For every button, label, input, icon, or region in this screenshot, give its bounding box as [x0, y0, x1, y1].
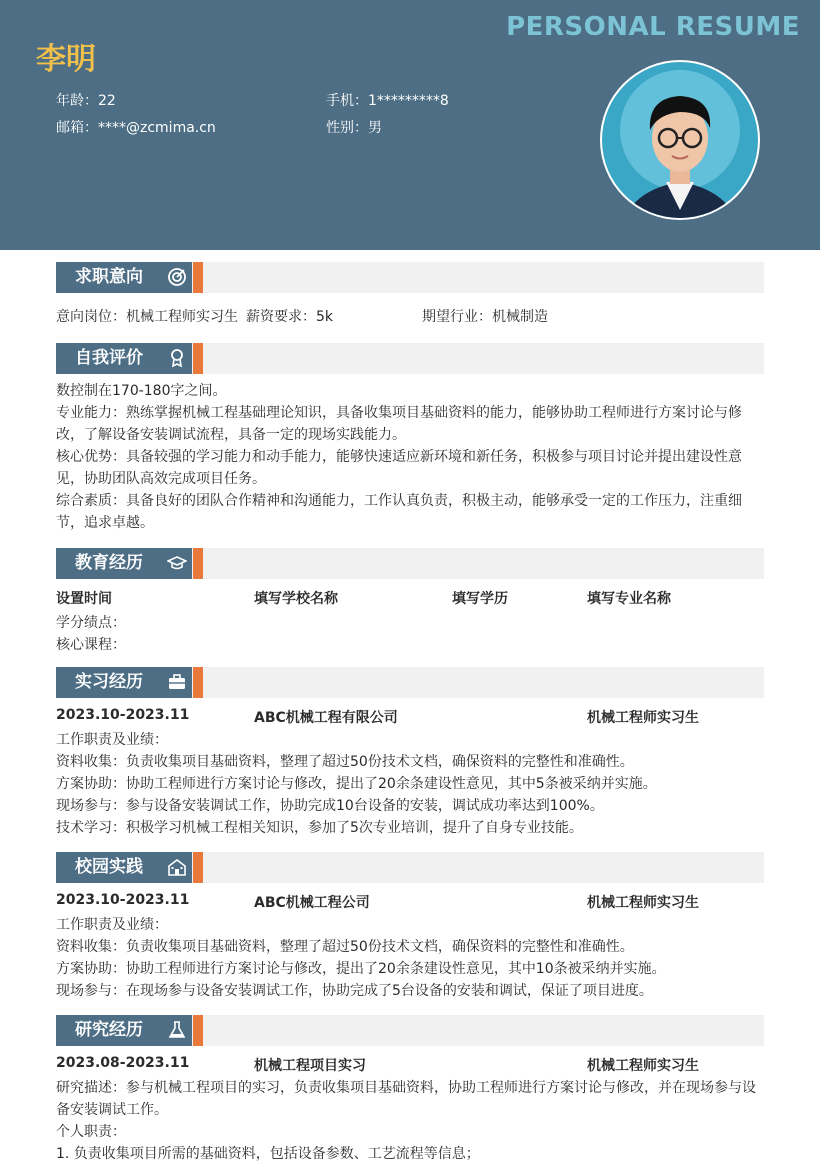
award-icon	[167, 348, 187, 368]
internship-line: 资料收集：负责收集项目基础资料，整理了超过50份技术文档，确保资料的完整性和准确性。	[56, 754, 634, 770]
research-duty-label: 个人职责：	[56, 1124, 126, 1140]
education-major: 填写专业名称	[587, 591, 671, 607]
internship-details	[56, 729, 764, 839]
resume-title: PERSONAL RESUME	[506, 12, 800, 42]
internship-line: 技术学习：积极学习机械工程相关知识，参加了5次专业培训，提升了自身专业技能。	[56, 820, 583, 836]
self-eval-line: 核心优势：具备较强的学习能力和动手能力，能够快速适应新环境和新任务，积极参与项目讨论并提出建设性意见，协助团队高效完成项目任务。	[56, 449, 742, 487]
campus-line: 资料收集：负责收集项目基础资料，整理了超过50份技术文档，确保资料的完整性和准确性。	[56, 939, 634, 955]
section-header-research	[56, 1015, 764, 1046]
section-accent	[193, 343, 203, 374]
age-field: 年龄：22	[56, 93, 116, 109]
intended-position: 意向岗位：机械工程师实习生	[56, 309, 238, 325]
self-eval-line: 专业能力：熟练掌握机械工程基础理论知识，具备收集项目基础资料的能力，能够协助工程师进行方案讨论与修改，了解设备安装调试流程，具备一定的现场实践能力。	[56, 405, 742, 443]
target-icon	[167, 267, 187, 287]
section-header-self-evaluation	[56, 343, 764, 374]
campus-line: 方案协助：协助工程师进行方案讨论与修改，提出了20余条建设性意见，其中10条被采纳并实施。	[56, 961, 666, 977]
section-title: 校园实践	[56, 852, 192, 883]
research-duty-item: 1. 负责收集项目所需的基础资料，包括设备参数、工艺流程等信息；	[56, 1146, 480, 1162]
education-gpa: 学分绩点：	[56, 615, 126, 631]
briefcase-icon	[167, 672, 187, 692]
education-courses: 核心课程：	[56, 637, 126, 653]
expected-industry: 期望行业：机械制造	[422, 309, 548, 325]
research-details	[56, 1077, 764, 1165]
section-accent	[193, 548, 203, 579]
section-header-internship	[56, 667, 764, 698]
research-description: 研究描述：参与机械工程项目的实习，负责收集项目基础资料，协助工程师进行方案讨论与修改，并在现场参与设备安装调试工作。	[56, 1080, 756, 1118]
salary-requirement: 薪资要求：5k	[246, 309, 334, 325]
section-accent	[193, 667, 203, 698]
email-field: 邮箱：****@zcmima.cn	[56, 120, 216, 136]
research-time: 2023.08-2023.11	[56, 1055, 190, 1071]
section-header-education	[56, 548, 764, 579]
education-school: 填写学校名称	[254, 591, 338, 607]
education-degree: 填写学历	[452, 591, 508, 607]
section-accent	[193, 1015, 203, 1046]
gender-field: 性别：男	[326, 120, 382, 136]
self-eval-line: 数控制在170-180字之间。	[56, 383, 227, 399]
section-header-campus	[56, 852, 764, 883]
campus-line: 现场参与：在现场参与设备安装调试工作，协助完成了5台设备的安装和调试，保证了项目进度。	[56, 983, 653, 999]
campus-details	[56, 914, 764, 1002]
education-time: 设置时间	[56, 591, 112, 607]
section-title: 教育经历	[56, 548, 192, 579]
section-title: 自我评价	[56, 343, 192, 374]
internship-time: 2023.10-2023.11	[56, 707, 190, 723]
graduation-cap-icon	[167, 553, 187, 573]
campus-role: 机械工程师实习生	[587, 895, 699, 911]
campus-line: 工作职责及业绩：	[56, 917, 168, 933]
school-building-icon	[167, 857, 187, 877]
self-eval-line: 综合素质：具备良好的团队合作精神和沟通能力，工作认真负责，积极主动，能够承受一定的工作压力，注重细节，追求卓越。	[56, 493, 742, 531]
internship-line: 现场参与：参与设备安装调试工作，协助完成10台设备的安装，调试成功率达到100%。	[56, 798, 604, 814]
research-role: 机械工程师实习生	[587, 1058, 699, 1074]
section-title: 求职意向	[56, 262, 192, 293]
section-accent	[193, 852, 203, 883]
avatar	[600, 60, 760, 220]
candidate-name: 李明	[36, 42, 96, 77]
self-evaluation-text	[56, 380, 764, 534]
internship-company: ABC机械工程有限公司	[254, 710, 398, 726]
section-title: 研究经历	[56, 1015, 192, 1046]
section-header-job-intention	[56, 262, 764, 293]
internship-role: 机械工程师实习生	[587, 710, 699, 726]
flask-icon	[167, 1020, 187, 1040]
phone-field: 手机：1*********8	[326, 93, 449, 109]
section-accent	[193, 262, 203, 293]
research-project: 机械工程项目实习	[254, 1058, 366, 1074]
campus-time: 2023.10-2023.11	[56, 892, 190, 908]
header-banner	[0, 0, 820, 250]
campus-company: ABC机械工程公司	[254, 895, 370, 911]
section-title: 实习经历	[56, 667, 192, 698]
internship-line: 方案协助：协助工程师进行方案讨论与修改，提出了20余条建设性意见，其中5条被采纳并实施。	[56, 776, 657, 792]
internship-line: 工作职责及业绩：	[56, 732, 168, 748]
